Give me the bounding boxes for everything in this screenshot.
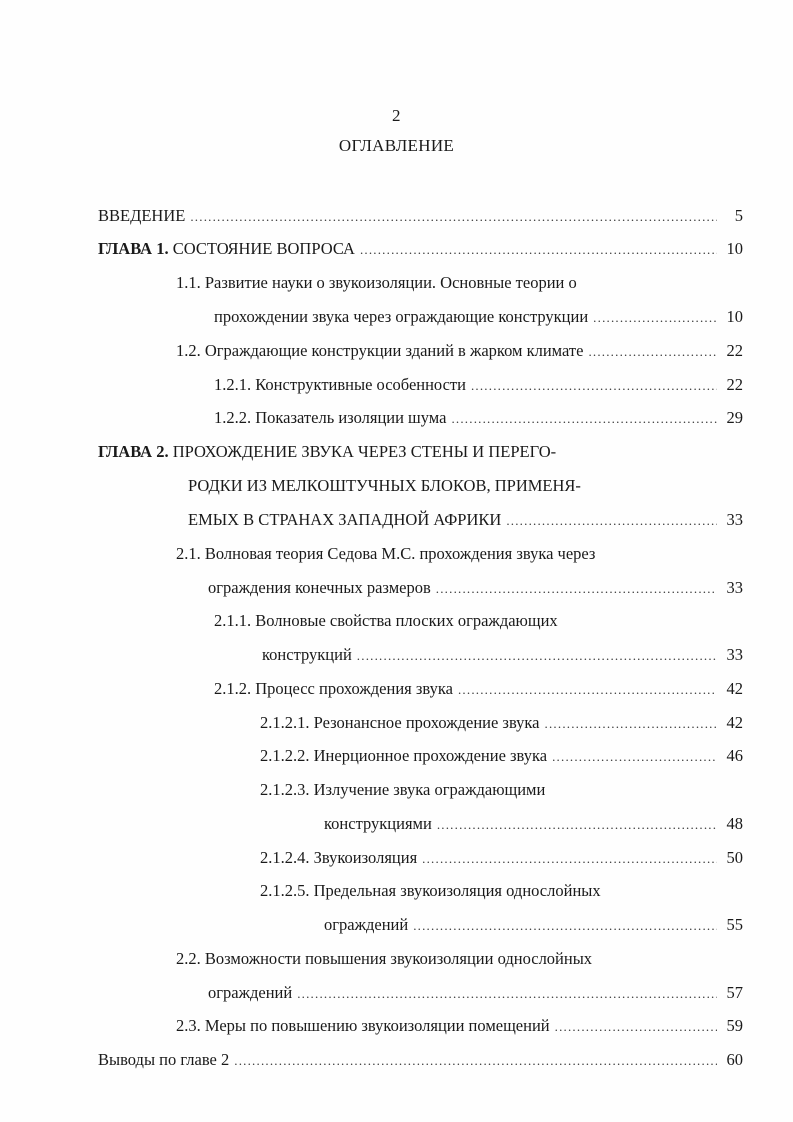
toc-entry-text: 1.1. Развитие науки о звукоизоляции. Основные теории о [176, 273, 577, 292]
toc-entry-text: Выводы по главе 2 [98, 1050, 230, 1069]
toc-entry-page: 33 [726, 645, 743, 664]
toc-entry-section-2-1-cont[interactable] [208, 576, 743, 600]
toc-entry-text: 2.1.2. Процесс прохождения звука [214, 679, 453, 698]
toc-entry-text: 2.1.2.3. Излучение звука ограждающими [260, 780, 546, 799]
toc-entry-section-2-1-2-3[interactable] [260, 778, 545, 802]
toc-title: ОГЛАВЛЕНИЕ [338, 136, 455, 155]
toc-entry-page: 5 [734, 206, 743, 225]
toc-entry-section-2-1-2[interactable] [214, 677, 743, 701]
toc-entry-section-2-1[interactable] [176, 542, 595, 566]
dot-leader [360, 238, 717, 262]
toc-entry-section-2-1-2-3-cont[interactable] [324, 812, 743, 836]
toc-entry-chapter-2-cont[interactable] [188, 474, 581, 498]
toc-entry-text [98, 237, 355, 261]
toc-entry-chapter-2-cont-2[interactable] [188, 508, 743, 532]
toc-entry-text: 2.1. Волновая теория Седова М.С. прохождения звука через [176, 544, 596, 563]
toc-entry-chapter-2-conclusions[interactable] [98, 1048, 743, 1072]
page-number: 2 [392, 106, 401, 125]
toc-entry-text: 2.1.1. Волновые свойства плоских ограждающих [214, 611, 558, 630]
toc-entry-text: ограждений [324, 915, 409, 934]
toc-entry-section-1-1[interactable] [176, 271, 577, 295]
dot-leader [593, 306, 717, 330]
toc-entry-page: 10 [726, 239, 743, 258]
chapter-label: ГЛАВА 2. [98, 442, 169, 461]
toc-entry-page: 33 [726, 578, 743, 597]
toc-entry-page: 55 [726, 915, 743, 934]
toc-entry-text: 1.2.1. Конструктивные особенности [214, 375, 466, 394]
toc-entry-text: конструкций [262, 645, 352, 664]
dot-leader [458, 678, 717, 702]
toc-entry-chapter-2[interactable] [98, 440, 556, 464]
toc-entry-text: конструкциями [324, 814, 432, 833]
dot-leader [422, 847, 717, 871]
toc-entry-text [98, 440, 556, 464]
toc-entry-section-1-2-1[interactable] [214, 373, 743, 397]
toc-entry-page: 22 [726, 341, 743, 360]
toc-entry-text: 2.2. Возможности повышения звукоизоляции однослойных [176, 949, 593, 968]
dot-leader [451, 407, 717, 431]
chapter-title: СОСТОЯНИЕ ВОПРОСА [168, 239, 355, 258]
toc-entry-section-1-1-cont[interactable] [214, 305, 743, 329]
toc-entry-page: 60 [726, 1050, 743, 1069]
dot-leader [357, 644, 717, 668]
dot-leader [234, 1049, 717, 1073]
toc-entry-text: 1.2.2. Показатель изоляции шума [214, 408, 447, 427]
toc-entry-section-2-1-2-5-cont[interactable] [324, 913, 743, 937]
toc-entry-page: 57 [726, 983, 743, 1002]
dot-leader [545, 712, 717, 736]
toc-entry-section-2-1-1[interactable] [214, 609, 558, 633]
toc-entry-section-2-1-2-4[interactable] [260, 846, 743, 870]
toc-entry-section-1-2[interactable] [176, 339, 743, 363]
dot-leader [506, 509, 717, 533]
toc-entry-section-1-2-2[interactable] [214, 406, 743, 430]
toc-entry-text: ограждений [208, 983, 293, 1002]
toc-entry-page: 42 [726, 679, 743, 698]
chapter-label: ГЛАВА 1. [98, 239, 169, 258]
toc-entry-text: 2.1.2.4. Звукоизоляция [260, 848, 418, 867]
toc-entry-text: 2.1.2.5. Предельная звукоизоляция однослойных [260, 881, 601, 900]
toc-entry-page: 33 [726, 510, 743, 529]
toc-entry-section-2-2[interactable] [176, 947, 592, 971]
toc-entry-page: 46 [726, 746, 743, 765]
chapter-title: ПРОХОЖДЕНИЕ ЗВУКА ЧЕРЕЗ СТЕНЫ И ПЕРЕГО- [168, 442, 557, 461]
dot-leader [471, 374, 717, 398]
toc-entry-text: ограждения конечных размеров [208, 578, 431, 597]
toc-entry-text: 2.1.2.2. Инерционное прохождение звука [260, 746, 548, 765]
toc-entry-section-2-3[interactable] [176, 1014, 743, 1038]
dot-leader [588, 340, 717, 364]
dot-leader [437, 813, 717, 837]
toc-entry-section-2-1-2-5[interactable] [260, 879, 601, 903]
dot-leader [436, 577, 717, 601]
dot-leader [552, 745, 717, 769]
dot-leader [190, 205, 717, 229]
dot-leader [413, 914, 717, 938]
toc-entry-text: 2.1.2.1. Резонансное прохождение звука [260, 713, 540, 732]
toc-entry-page: 22 [726, 375, 743, 394]
toc-entry-section-2-1-1-cont[interactable] [262, 643, 743, 667]
toc-entry-text: ЕМЫХ В СТРАНАХ ЗАПАДНОЙ АФРИКИ [188, 510, 502, 529]
toc-entry-introduction[interactable] [98, 204, 743, 228]
toc-entry-section-2-2-cont[interactable] [208, 981, 743, 1005]
toc-entry-page: 59 [726, 1016, 743, 1035]
toc-entry-page: 50 [726, 848, 743, 867]
toc-entry-section-2-1-2-1[interactable] [260, 711, 743, 735]
toc-entry-text: 1.2. Ограждающие конструкции зданий в жарком климате [176, 341, 584, 360]
toc-entry-chapter-1[interactable] [98, 237, 743, 261]
toc-entry-page: 29 [726, 408, 743, 427]
toc-entry-page: 48 [726, 814, 743, 833]
toc-entry-text: ВВЕДЕНИЕ [98, 206, 186, 225]
toc-entry-section-2-1-2-2[interactable] [260, 744, 743, 768]
toc-entry-page: 42 [726, 713, 743, 732]
toc-entry-text: 2.3. Меры по повышению звукоизоляции помещений [176, 1016, 550, 1035]
toc-entry-text: РОДКИ ИЗ МЕЛКОШТУЧНЫХ БЛОКОВ, ПРИМЕНЯ- [188, 476, 581, 495]
dot-leader [297, 982, 717, 1006]
dot-leader [555, 1015, 717, 1039]
toc-entry-text: прохождении звука через ограждающие конструкции [214, 307, 589, 326]
toc-entry-page: 10 [726, 307, 743, 326]
